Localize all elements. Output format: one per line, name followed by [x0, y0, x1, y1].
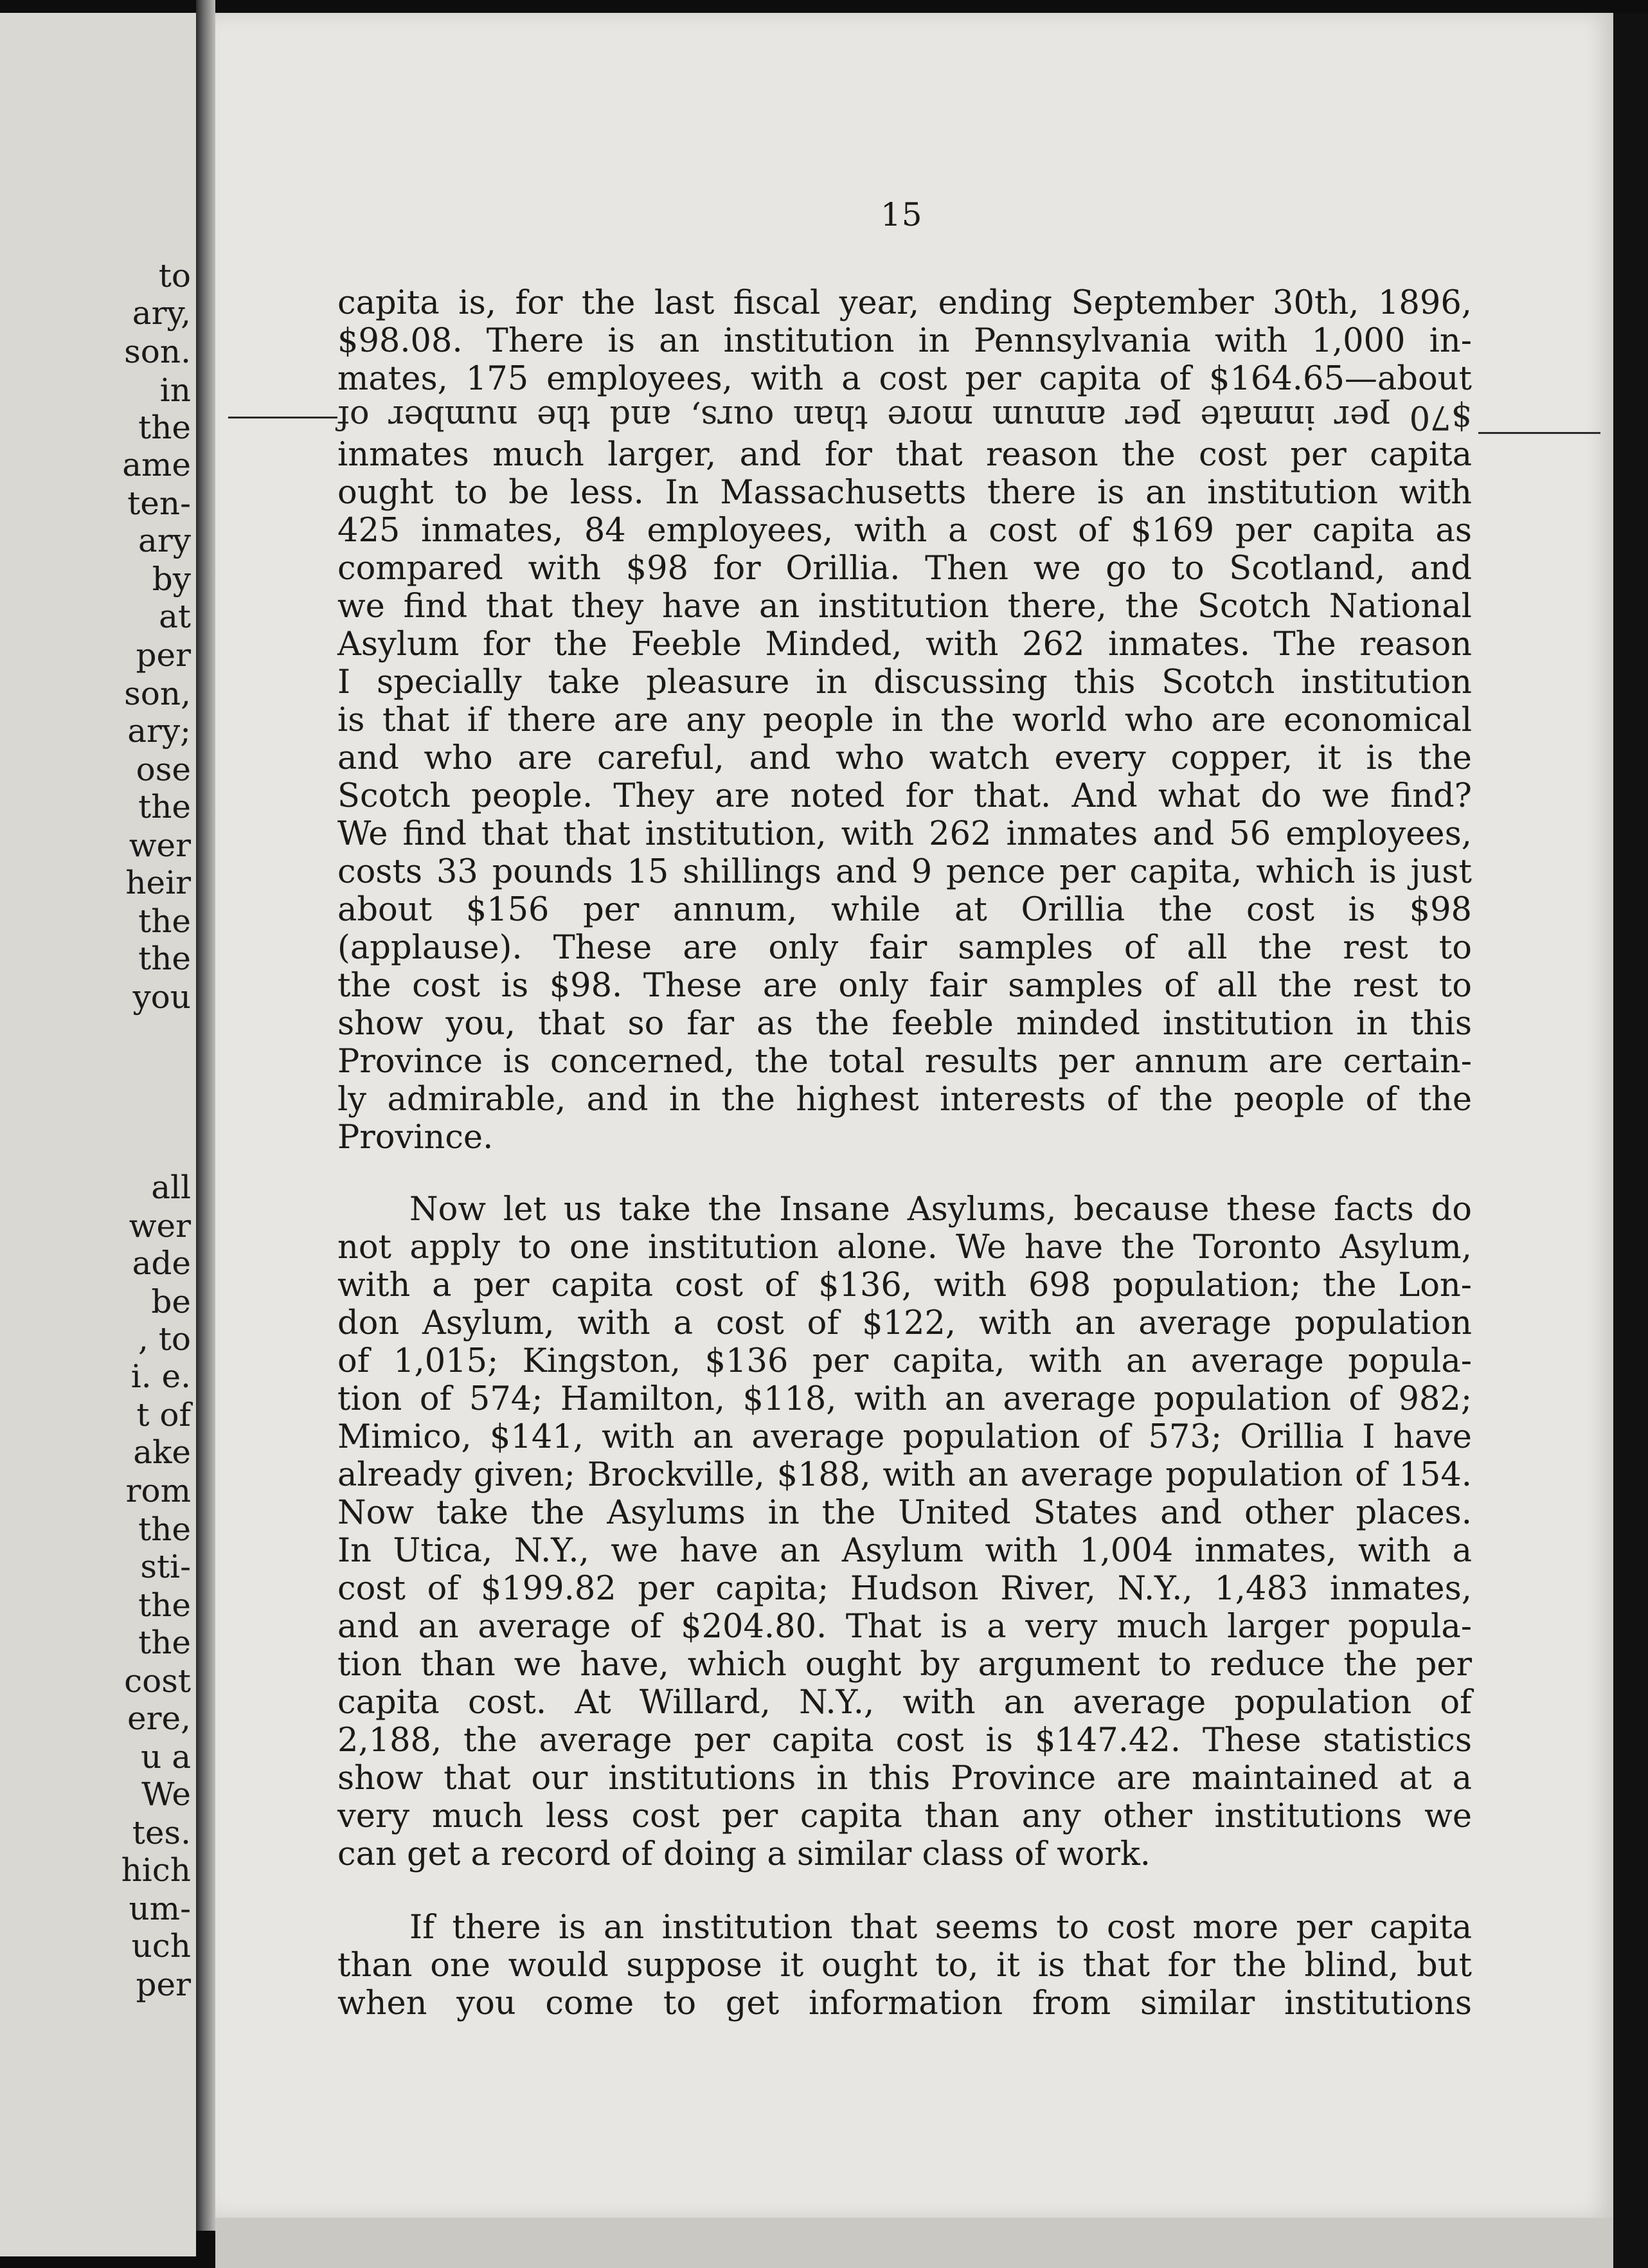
text-line: inmates much larger, and for that reason the cost per capita [337, 436, 1472, 474]
margin-mark-left [228, 417, 337, 419]
previous-page-fragment: the [138, 1511, 191, 1548]
previous-page-fragment: to [158, 257, 191, 294]
text-line: capita cost. At Willard, N.Y., with an average population of [337, 1684, 1472, 1722]
previous-page-fragment: the [138, 903, 191, 940]
previous-page-fragment: you [132, 978, 191, 1016]
previous-page-fragment: son, [124, 675, 191, 712]
previous-page-fragment: ose [136, 751, 191, 788]
previous-page-fragment: the [138, 1624, 191, 1661]
text-line: of 1,015; Kingston, $136 per capita, with an average popula- [337, 1342, 1472, 1380]
book-gutter [196, 0, 215, 2231]
previous-page-fragment: the [138, 788, 191, 825]
previous-page-fragment: ary; [127, 712, 191, 750]
text-line: about $156 per annum, while at Orillia the cost is $98 [337, 891, 1472, 929]
previous-page-fragment: uch [131, 1927, 191, 1965]
previous-page-fragment: um- [129, 1890, 191, 1927]
previous-page-fragment: ake [133, 1434, 191, 1471]
previous-page-fragment: u a [141, 1738, 191, 1776]
text-line: mates, 175 employees, with a cost per capita of $164.65—about [337, 360, 1472, 398]
previous-page-fragment: ary, [132, 294, 191, 332]
margin-mark-right [1478, 432, 1600, 434]
text-line: Province is concerned, the total results per annum are certain- [337, 1043, 1472, 1081]
previous-page-fragment: the [138, 409, 191, 446]
previous-page-fragment: heir [125, 864, 191, 901]
text-line: I specially take pleasure in discussing this Scotch institution [337, 663, 1472, 701]
previous-page-fragment: per [136, 636, 191, 674]
text-line: with a per capita cost of $136, with 698 population; the Lon- [337, 1266, 1472, 1304]
previous-page-fragment: the [138, 1587, 191, 1624]
previous-page-fragment: in [159, 372, 191, 409]
text-line: show you, that so far as the feeble minded institution in this [337, 1005, 1472, 1043]
text-line: We find that that institution, with 262 inmates and 56 employees, [337, 815, 1472, 853]
inverted-text-line: $70 per inmate per annum more than ours, and the number of [337, 398, 1472, 436]
text-line: and an average of $204.80. That is a very much larger popula- [337, 1608, 1472, 1646]
previous-page-fragment: at [159, 598, 191, 635]
previous-page-fragment: ten- [127, 485, 191, 522]
previous-page-fragment: wer [129, 1207, 191, 1245]
text-line: costs 33 pounds 15 shillings and 9 pence per capita, which is just [337, 853, 1472, 891]
text-line: (applause). These are only fair samples of all the rest to [337, 929, 1472, 967]
text-line: If there is an institution that seems to cost more per capita [409, 1909, 1472, 1947]
previous-page-fragment: ade [132, 1245, 191, 1282]
text-line: capita is, for the last fiscal year, ending September 30th, 1896, [337, 284, 1472, 322]
text-line: is that if there are any people in the world who are economical [337, 701, 1472, 739]
previous-page-strip [0, 13, 196, 2256]
page-number: 15 [881, 196, 923, 233]
text-line: ought to be less. In Massachusetts there is an institution with [337, 474, 1472, 512]
text-line: Mimico, $141, with an average population of 573; Orillia I have [337, 1418, 1472, 1456]
text-line: can get a record of doing a similar class of work. [337, 1835, 1151, 1873]
text-line [337, 398, 1472, 436]
previous-page-fragment: per [136, 1966, 191, 2003]
previous-page-fragment: ary [138, 522, 191, 559]
text-line: 2,188, the average per capita cost is $147.42. These statistics [337, 1722, 1472, 1760]
paragraph-blind-institution [337, 1909, 1472, 2022]
paragraph-feeble-minded [337, 284, 1472, 1156]
text-line: we find that they have an institution there, the Scotch National [337, 588, 1472, 626]
previous-page-fragment: all [151, 1169, 191, 1206]
text-line: In Utica, N.Y., we have an Asylum with 1,004 inmates, with a [337, 1532, 1472, 1570]
previous-page-fragment: ere, [127, 1700, 191, 1737]
scan-border [1613, 13, 1648, 2268]
text-line: ly admirable, and in the highest interests of the people of the [337, 1081, 1472, 1119]
previous-page-fragment: We [141, 1776, 191, 1813]
previous-page-fragment: be [151, 1283, 191, 1320]
previous-page-fragment: , to [138, 1320, 191, 1358]
previous-page-fragment: son. [124, 333, 191, 370]
text-line: already given; Brockville, $188, with an average population of 154. [337, 1456, 1472, 1494]
previous-page-fragment: ame [122, 446, 191, 483]
text-line: 425 inmates, 84 employees, with a cost of $169 per capita as [337, 512, 1472, 550]
text-line: tion than we have, which ought by argument to reduce the per [337, 1646, 1472, 1684]
text-line: the cost is $98. These are only fair samples of all the rest to [337, 967, 1472, 1005]
text-line: Scotch people. They are noted for that. And what do we find? [337, 777, 1472, 815]
previous-page-fragment: wer [129, 827, 191, 864]
previous-page-fragment: cost [124, 1662, 191, 1700]
text-line: very much less cost per capita than any other institutions we [337, 1797, 1472, 1835]
previous-page-fragment: tes. [132, 1814, 191, 1851]
paragraph-insane-asylums [337, 1191, 1472, 1873]
text-line: not apply to one institution alone. We have the Toronto Asylum, [337, 1228, 1472, 1266]
text-line: cost of $199.82 per capita; Hudson River, N.Y., 1,483 inmates, [337, 1570, 1472, 1608]
text-line: Now take the Asylums in the United States and other places. [337, 1494, 1472, 1532]
text-line: and who are careful, and who watch every copper, it is the [337, 739, 1472, 777]
previous-page-fragment: hich [121, 1851, 191, 1889]
previous-page-fragment: i. e. [130, 1358, 191, 1395]
text-line: tion of 574; Hamilton, $118, with an average population of 982; [337, 1380, 1472, 1418]
text-line: $98.08. There is an institution in Pennsylvania with 1,000 in- [337, 322, 1472, 360]
text-line: Asylum for the Feeble Minded, with 262 inmates. The reason [337, 626, 1472, 663]
previous-page-fragment: t of [136, 1396, 191, 1434]
previous-page-fragment: rom [125, 1472, 191, 1509]
page-bottom-margin [215, 2218, 1613, 2268]
previous-page-fragment: sti- [140, 1548, 191, 1585]
text-line: Province. [337, 1119, 494, 1156]
text-line: show that our institutions in this Province are maintained at a [337, 1760, 1472, 1797]
text-line: than one would suppose it ought to, it is that for the blind, but [337, 1947, 1472, 1985]
text-line: don Asylum, with a cost of $122, with an average population [337, 1304, 1472, 1342]
previous-page-fragment: by [152, 561, 191, 598]
previous-page-fragment: the [138, 940, 191, 977]
text-line: when you come to get information from similar institutions [337, 1985, 1472, 2022]
text-line: Now let us take the Insane Asylums, because these facts do [409, 1191, 1472, 1228]
text-line: compared with $98 for Orillia. Then we go to Scotland, and [337, 550, 1472, 588]
